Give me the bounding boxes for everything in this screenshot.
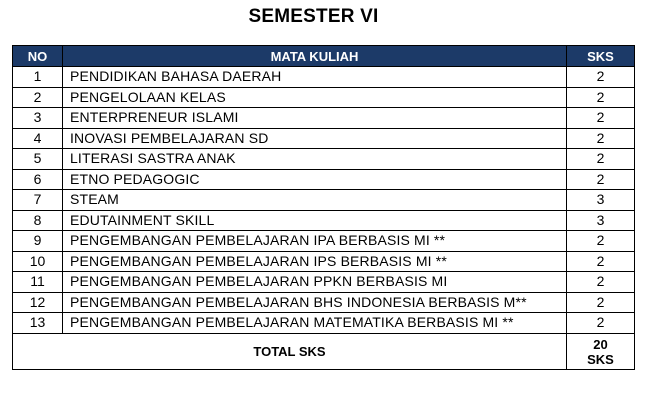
table-row [13,210,635,231]
row-number: 10 [13,251,63,272]
row-number: 4 [13,128,63,149]
course-sks: 2 [567,67,635,88]
table-row [13,231,635,252]
row-number: 8 [13,210,63,231]
table-row [13,87,635,108]
total-row [13,333,635,369]
header-mata-kuliah: MATA KULIAH [63,46,567,67]
total-sks-cell [567,333,635,369]
course-name: LITERASI SASTRA ANAK [63,149,567,170]
course-name: ENTERPRENEUR ISLAMI [63,108,567,129]
course-sks: 2 [567,272,635,293]
course-name: STEAM [63,190,567,211]
course-name: PENGEMBANGAN PEMBELAJARAN IPS BERBASIS MI ** [63,251,567,272]
course-name: PENGEMBANGAN PEMBELAJARAN IPA BERBASIS MI ** [63,231,567,252]
course-name: INOVASI PEMBELAJARAN SD [63,128,567,149]
total-sks-unit: SKS [587,351,614,367]
table-row [13,169,635,190]
table-row [13,292,635,313]
header-no: NO [13,46,63,67]
row-number: 1 [13,67,63,88]
course-sks: 2 [567,169,635,190]
table-row [13,272,635,293]
table-row [13,190,635,211]
table-header [13,46,635,67]
row-number: 7 [13,190,63,211]
table-body [13,67,635,334]
row-number: 2 [13,87,63,108]
table-row [13,149,635,170]
course-sks: 2 [567,292,635,313]
course-name: EDUTAINMENT SKILL [63,210,567,231]
course-sks: 2 [567,149,635,170]
course-sks: 3 [567,210,635,231]
header-row [13,46,635,67]
table-row [13,128,635,149]
course-name: PENDIDIKAN BAHASA DAERAH [63,67,567,88]
course-sks: 2 [567,231,635,252]
course-sks: 2 [567,87,635,108]
course-sks: 2 [567,313,635,334]
table-row [13,67,635,88]
course-name: ETNO PEDAGOGIC [63,169,567,190]
course-name: PENGEMBANGAN PEMBELAJARAN PPKN BERBASIS MI [63,272,567,293]
course-sks: 3 [567,190,635,211]
table-row [13,108,635,129]
row-number: 5 [13,149,63,170]
table-footer [13,333,635,369]
table-row [13,251,635,272]
table-row [13,313,635,334]
row-number: 6 [13,169,63,190]
row-number: 9 [13,231,63,252]
header-sks: SKS [567,46,635,67]
row-number: 12 [13,292,63,313]
course-sks: 2 [567,108,635,129]
course-sks: 2 [567,251,635,272]
course-table [12,45,635,370]
total-label: TOTAL SKS [13,333,567,369]
page-title: SEMESTER VI [248,6,379,27]
course-sks: 2 [567,128,635,149]
total-sks-value: 20 [593,336,608,352]
course-name: PENGEMBANGAN PEMBELAJARAN MATEMATIKA BERBASIS MI ** [63,313,567,334]
course-name: PENGEMBANGAN PEMBELAJARAN BHS INDONESIA BERBASIS M** [63,292,567,313]
row-number: 3 [13,108,63,129]
row-number: 13 [13,313,63,334]
row-number: 11 [13,272,63,293]
course-name: PENGELOLAAN KELAS [63,87,567,108]
